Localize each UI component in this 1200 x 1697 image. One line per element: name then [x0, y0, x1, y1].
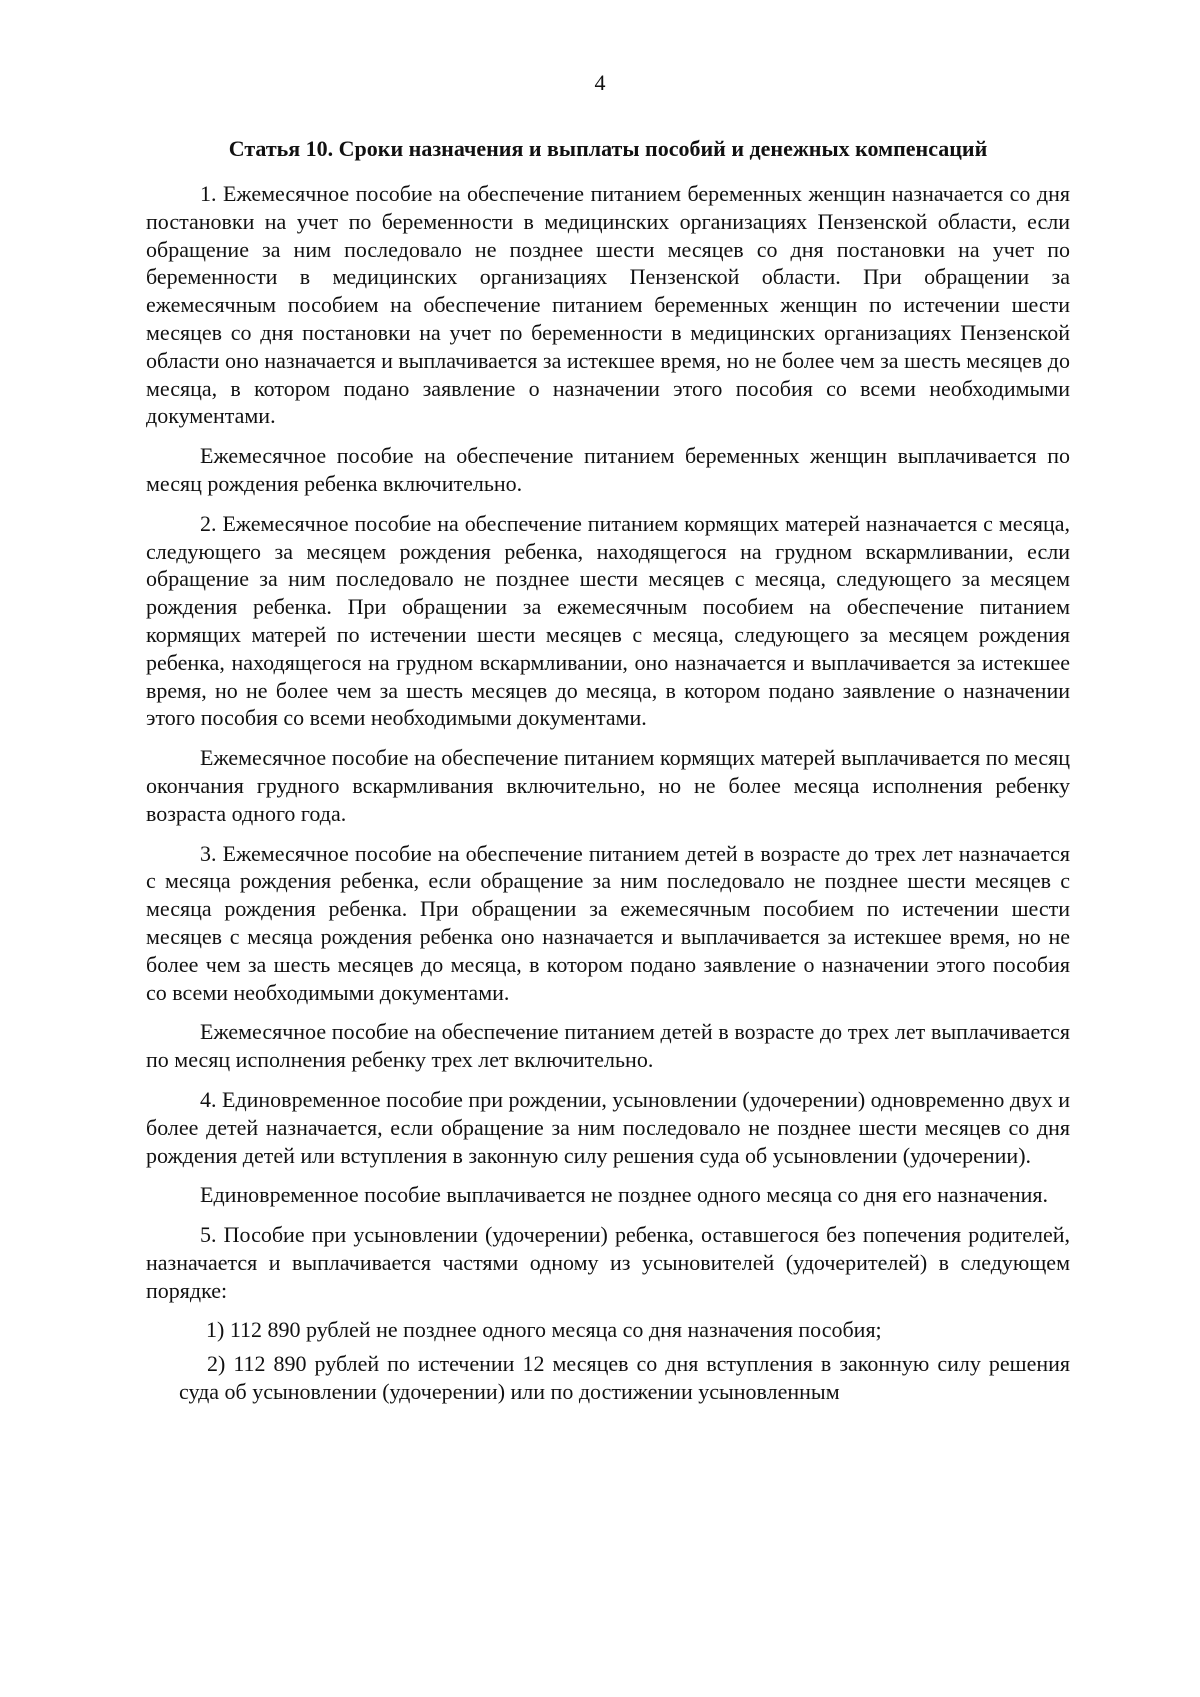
- document-body: [146, 180, 1070, 1412]
- paragraph-5-adoption-allowance: 5. Пособие при усыновлении (удочерении) ребенка, оставшегося без попечения родителей, назначается и выплачивается частями одному из усыновителей (удочерителей) в следующем порядке:: [146, 1222, 1070, 1303]
- list-item-1: 1) 112 890 рублей не позднее одного месяца со дня назначения пособия;: [206, 1317, 882, 1343]
- list-item-2: 2) 112 890 рублей по истечении 12 месяцев со дня вступления в законную силу решения суда об усыновлении (удочерении) или по достижении усыновленным: [179, 1351, 1070, 1405]
- article-title: Статья 10. Сроки назначения и выплаты пособий и денежных компенсаций: [228, 136, 988, 161]
- page-number: 4: [594, 70, 606, 95]
- paragraph-1-pregnant-women-payment: Ежемесячное пособие на обеспечение питанием беременных женщин выплачивается по месяц рождения ребенка включительно.: [146, 443, 1070, 496]
- paragraph-4-lump-sum-payment: Единовременное пособие выплачивается не позднее одного месяца со дня его назначения.: [200, 1182, 1048, 1208]
- paragraph-2-nursing-mothers-payment: Ежемесячное пособие на обеспечение питанием кормящих матерей выплачивается по месяц окончания грудного вскармливания включительно, но не более месяца исполнения ребенку возраста одного года.: [146, 745, 1070, 826]
- paragraph-1-pregnant-women-assignment: 1. Ежемесячное пособие на обеспечение питанием беременных женщин назначается со дня постановки на учет по беременности в медицинских организациях Пензенской области, если обращение за ним последовало не позднее шести месяцев со дня постановки на учет по беременности в медицинских организациях Пензенской области. При обращении за ежемесячным пособием на обеспечение питанием беременных женщин по истечении шести месяцев со дня постановки на учет по беременности в медицинских организациях Пензенской области оно назначается и выплачивается за истекшее время, но не более чем за шесть месяцев до месяца, в котором подано заявление о назначении этого пособия со всеми необходимыми документами.: [146, 181, 1070, 429]
- paragraph-3-children-under-three-payment: Ежемесячное пособие на обеспечение питанием детей в возрасте до трех лет выплачивается по месяц исполнения ребенку трех лет включительно.: [146, 1019, 1070, 1073]
- paragraph-3-children-under-three-assignment: 3. Ежемесячное пособие на обеспечение питанием детей в возрасте до трех лет назначается с месяца рождения ребенка, если обращение за ним последовало не позднее шести месяцев с месяца рождения ребенка. При обращении за ежемесячным пособием по истечении шести месяцев с месяца рождения ребенка оно назначается и выплачивается за истекшее время, но не более чем за шесть месяцев до месяца, в котором подано заявление о назначении этого пособия со всеми необходимыми документами.: [146, 840, 1070, 1005]
- paragraph-2-nursing-mothers-assignment: 2. Ежемесячное пособие на обеспечение питанием кормящих матерей назначается с месяца, следующего за месяцем рождения ребенка, находящегося на грудном вскармливании, если обращение за ним последовало не позднее шести месяцев с месяца, следующего за месяцем рождения ребенка. При обращении за ежемесячным пособием на обеспечение питанием кормящих матерей по истечении шести месяцев с месяца, следующего за месяцем рождения ребенка, находящегося на грудном вскармливании, оно назначается и выплачивается за истекшее время, но не более чем за шесть месяцев до месяца, в котором подано заявление о назначении этого пособия со всеми необходимыми документами.: [146, 510, 1070, 731]
- paragraph-4-lump-sum-assignment: 4. Единовременное пособие при рождении, усыновлении (удочерении) одновременно двух и более детей назначается, если обращение за ним последовало не позднее шести месяцев со дня рождения детей или вступления в законную силу решения суда об усыновлении (удочерении).: [146, 1086, 1070, 1168]
